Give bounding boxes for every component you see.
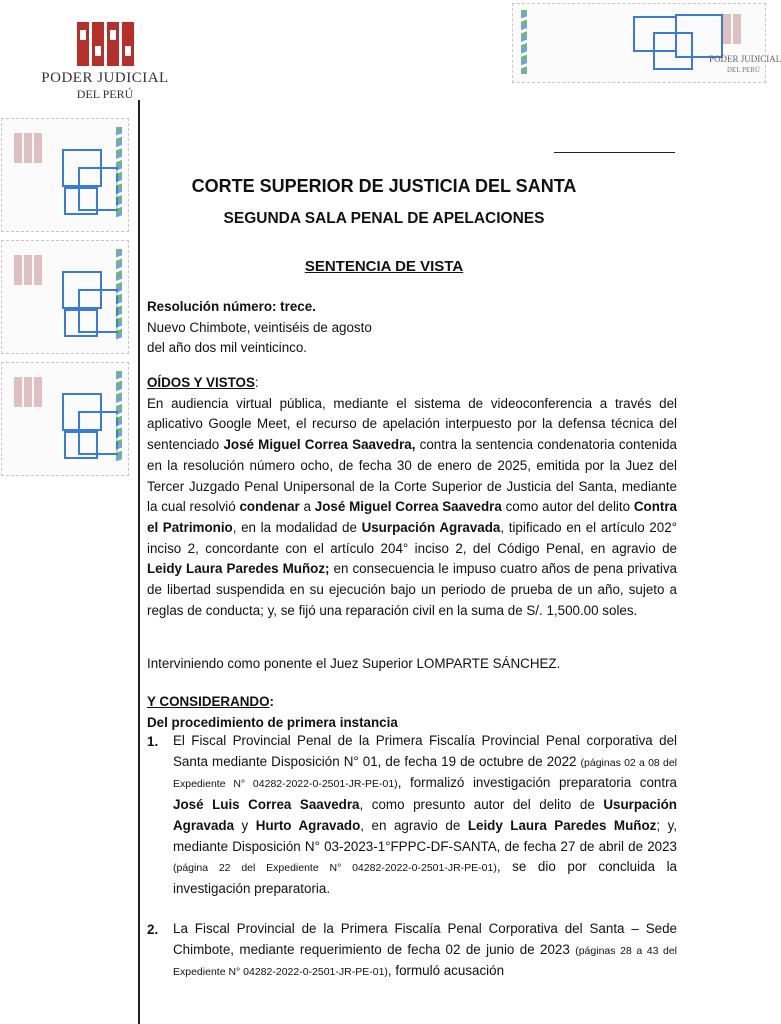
text: como autor del delito — [501, 499, 634, 515]
list-item — [173, 731, 677, 900]
text: , en agravio de — [360, 817, 468, 833]
text: , formalizó investigación preparatoria contra — [397, 775, 677, 791]
pj-logo-icon — [40, 22, 170, 66]
resolution-year: del año dos mil veinticinco. — [147, 340, 308, 356]
oidos-paragraph — [147, 394, 677, 622]
item-number: 2. — [147, 922, 159, 937]
document-type: SENTENCIA DE VISTA — [304, 258, 464, 275]
bold-text: José Miguel Correa Saavedra — [314, 499, 502, 515]
oidos-section — [147, 373, 677, 621]
bold-text: Contra el Patrimonio — [147, 499, 677, 535]
stamp-line2: DEL PERÚ — [727, 66, 760, 74]
considerando-heading: Y CONSIDERANDO — [147, 694, 270, 709]
bold-text: José Luis Correa Saavedra — [173, 797, 360, 813]
text: , como presunto autor del delito de — [359, 797, 604, 813]
text: El Fiscal Provincial Penal de la Primera Fiscalía Provincial Penal corporativa del Santa mediante Disposición N° 01, de fecha 19 de octubre de 2022 — [173, 733, 677, 769]
margin-rule — [138, 100, 140, 1024]
ponente-line: Interviniendo como ponente el Juez Superior LOMPARTE SÁNCHEZ. — [147, 656, 561, 671]
considerando-section — [147, 692, 677, 733]
resolution-block — [147, 297, 677, 359]
citation: (páginas 28 a 43 del Expediente N° 04282-2022-0-2501-JR-PE-01) — [173, 944, 678, 979]
bold-text: José Miguel Correa Saavedra, — [223, 437, 416, 453]
bold-text: condenar — [239, 499, 300, 515]
list-item — [173, 919, 677, 983]
text: y — [234, 817, 256, 833]
text: a — [299, 499, 315, 515]
text: ; y, mediante Disposición N° 03-2023-1°FPPC-DF-SANTA, de fecha 27 de abril de 2023 — [173, 817, 677, 854]
considerando-colon: : — [269, 694, 274, 709]
bold-text: Hurto Agravado — [255, 817, 361, 833]
text: en consecuencia le impuso cuatro años de pena privativa de libertad suspendida en su ejecución bajo un periodo de prueba de un año, sujeto a reglas de conducta; y, se fijó una reparación civil en la suma de S/. 1,500.00 soles. — [147, 561, 678, 618]
citation: (páginas 02 a 08 del Expediente N° 04282-2022-0-2501-JR-PE-01) — [173, 756, 678, 791]
text: , formuló acusación — [387, 963, 505, 979]
text: La Fiscal Provincial de la Primera Fiscalía Penal Corporativa del Santa – Sede Chimbote, mediante requerimiento de fecha 02 de junio de 2023 — [173, 921, 677, 957]
chamber-title: SEGUNDA SALA PENAL DE APELACIONES — [223, 210, 545, 227]
resolution-place-date: Nuevo Chimbote, veintiséis de agosto — [147, 319, 372, 335]
bold-text: Usurpación Agravada — [361, 519, 501, 535]
citation: (página 22 del Expediente N° 04282-2022-0-2501-JR-PE-01) — [173, 862, 497, 875]
text: En audiencia virtual pública, mediante el sistema de videoconferencia a través del aplicativo Google Meet, el recurso de apelación interpuesto por la defensa técnica del sentenciado — [147, 395, 677, 453]
bold-text: Leidy Laura Paredes Muñoz — [467, 817, 657, 833]
oidos-colon: : — [254, 375, 259, 390]
logo-line1: PODER JUDICIAL — [41, 70, 169, 86]
logo-line2: DEL PERÚ — [76, 87, 134, 101]
text: , tipificado en el artículo 202° inciso 2, concordante con el artículo 204° inciso 2, del Código Penal, en agravio de — [147, 519, 677, 556]
poder-judicial-logo — [40, 22, 170, 102]
stamp-line1: PODER JUDICIAL — [709, 54, 781, 64]
item-number: 1. — [147, 734, 159, 749]
top-stamp — [512, 3, 781, 83]
oidos-heading: OÍDOS Y VISTOS — [147, 375, 255, 390]
bold-text: Usurpación Agravada — [173, 797, 677, 833]
text: , en la modalidad de — [232, 519, 362, 535]
court-title: CORTE SUPERIOR DE JUSTICIA DEL SANTA — [191, 176, 577, 196]
text: contra la sentencia condenatoria contenida en la resolución número ocho, de fecha 30 de enero de 2025, emitida por la Juez del Tercer Juzgado Penal Unipersonal de la Corte Superior de Justicia del Santa, mediante la cual resolvió — [147, 437, 677, 515]
signature-line — [554, 152, 675, 153]
bold-text: Leidy Laura Paredes Muñoz; — [147, 561, 330, 577]
watermark-seal — [1, 362, 129, 476]
text: , se dio por concluida la investigación preparatoria. — [173, 859, 677, 896]
resolution-number: Resolución número: trece. — [147, 299, 316, 314]
considerando-subheading: Del procedimiento de primera instancia — [147, 714, 398, 730]
